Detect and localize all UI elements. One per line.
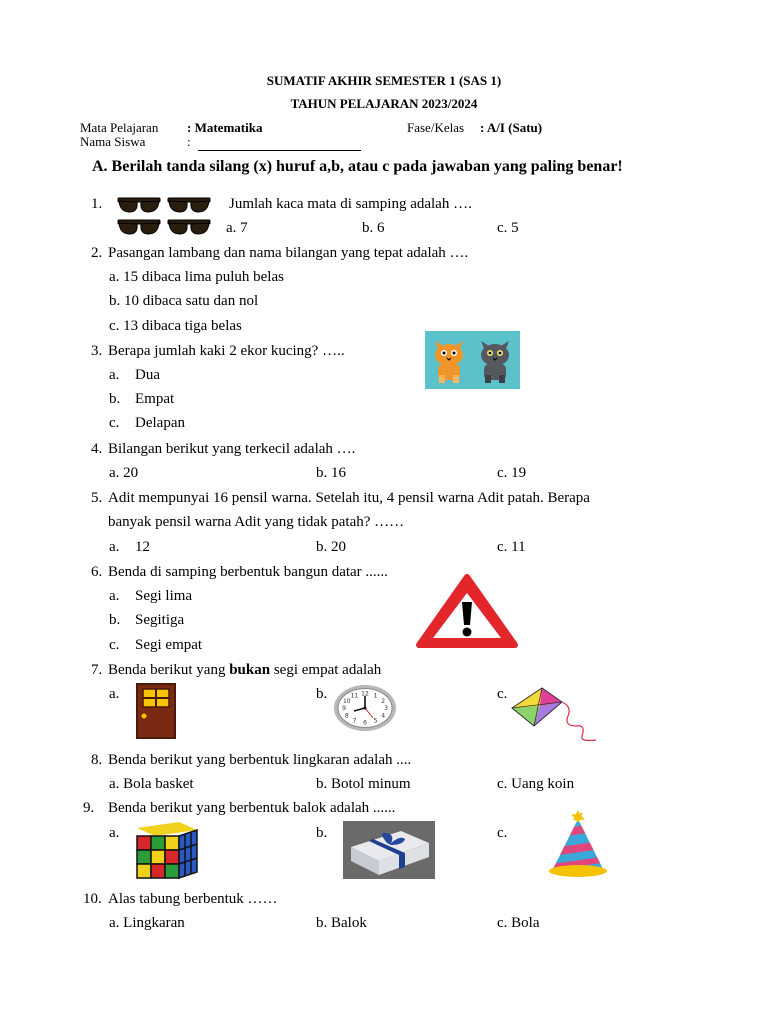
q3-option-a-text[interactable]: Dua xyxy=(135,367,160,383)
q2-number: 2. xyxy=(91,245,103,261)
q1-option-c[interactable]: c. 5 xyxy=(497,220,519,236)
q3-text: Berapa jumlah kaki 2 ekor kucing? ….. xyxy=(108,343,345,359)
q3-option-a-letter[interactable]: a. xyxy=(109,367,120,383)
student-name-label: Nama Siswa xyxy=(80,134,146,149)
q6-option-a-text[interactable]: Segi lima xyxy=(135,588,193,604)
q10-option-b[interactable]: b. Balok xyxy=(316,915,367,931)
q9-number: 9. xyxy=(83,800,95,816)
q4-option-c[interactable]: c. 19 xyxy=(497,465,527,481)
clock-numeral: 2 xyxy=(381,697,386,705)
q6-number: 6. xyxy=(91,564,103,580)
q5-option-b[interactable]: b. 20 xyxy=(316,539,346,555)
clock-numeral: 3 xyxy=(384,705,388,712)
clock-numeral: 8 xyxy=(344,712,349,720)
q1-number: 1. xyxy=(91,196,103,212)
q3-option-b-text[interactable]: Empat xyxy=(135,391,175,407)
q8-option-c[interactable]: c. Uang koin xyxy=(497,776,575,792)
gift-box-image xyxy=(343,821,435,884)
warning-sign-image xyxy=(415,573,519,654)
q7-option-b[interactable]: b. xyxy=(316,686,328,702)
q9-option-b[interactable]: b. xyxy=(316,825,328,841)
q5-number: 5. xyxy=(91,490,103,506)
party-hat-image xyxy=(535,809,621,886)
q4-option-a[interactable]: a. 20 xyxy=(109,465,139,481)
clock-numeral: 10 xyxy=(342,697,351,705)
q7-option-c[interactable]: c. xyxy=(497,686,508,702)
student-name-colon: : xyxy=(187,134,191,149)
subject-value: : Matematika xyxy=(187,120,263,135)
q10-option-c[interactable]: c. Bola xyxy=(497,915,540,931)
q7-option-a[interactable]: a. xyxy=(109,686,120,702)
q3-number: 3. xyxy=(91,343,103,359)
q2-option-a[interactable]: a. 15 dibaca lima puluh belas xyxy=(109,269,284,285)
q4-option-b[interactable]: b. 16 xyxy=(316,465,346,481)
q3-option-b-letter[interactable]: b. xyxy=(109,391,121,407)
q4-text: Bilangan berikut yang terkecil adalah …. xyxy=(108,441,356,457)
q5-text-line2: banyak pensil warna Adit yang tidak patah? …… xyxy=(108,514,405,530)
q10-number: 10. xyxy=(83,891,102,907)
class-value: : A/I (Satu) xyxy=(480,120,543,135)
clock-numeral: 12 xyxy=(361,690,369,698)
q5-text-line1: Adit mempunyai 16 pensil warna. Setelah itu, 4 pensil warna Adit patah. Berapa xyxy=(108,490,590,506)
clock-numeral: 5 xyxy=(373,717,378,725)
exam-year: TAHUN PELAJARAN 2023/2024 xyxy=(290,96,478,111)
clock-numeral: 4 xyxy=(381,712,386,720)
student-name-line[interactable] xyxy=(198,150,361,151)
section-a-instruction: A. Berilah tanda silang (x) huruf a,b, atau c pada jawaban yang paling benar! xyxy=(92,158,623,175)
q5-option-c[interactable]: c. 11 xyxy=(497,539,526,555)
q2-option-b[interactable]: b. 10 dibaca satu dan nol xyxy=(109,293,259,309)
q8-text: Benda berikut yang berbentuk lingkaran adalah .... xyxy=(108,752,412,768)
q7-text: Benda berikut yang bukan segi empat adalah xyxy=(108,662,382,678)
q10-text: Alas tabung berbentuk …… xyxy=(108,891,278,907)
q5-option-a-letter[interactable]: a. xyxy=(109,539,120,555)
exam-title: SUMATIF AKHIR SEMESTER 1 (SAS 1) xyxy=(266,73,502,88)
q10-option-a[interactable]: a. Lingkaran xyxy=(109,915,185,931)
subject-label: Mata Pelajaran xyxy=(80,120,159,135)
q9-text: Benda berikut yang berbentuk balok adalah ...... xyxy=(108,800,396,816)
clock-numeral: 9 xyxy=(342,705,346,712)
q6-text: Benda di samping berbentuk bangun datar ...... xyxy=(108,564,388,580)
q7-number: 7. xyxy=(91,662,103,678)
clock-numeral: 7 xyxy=(352,717,357,725)
clock-numeral: 6 xyxy=(363,719,367,727)
q5-option-a-value[interactable]: 12 xyxy=(135,539,150,555)
q2-text: Pasangan lambang dan nama bilangan yang tepat adalah …. xyxy=(108,245,469,261)
q3-option-c-letter[interactable]: c. xyxy=(109,415,120,431)
q8-number: 8. xyxy=(91,752,103,768)
sunglasses-image xyxy=(117,196,213,245)
q6-option-a-letter[interactable]: a. xyxy=(109,588,120,604)
kite-image xyxy=(510,686,600,749)
q9-option-a[interactable]: a. xyxy=(109,825,120,841)
q1-text: Jumlah kaca mata di samping adalah …. xyxy=(229,196,472,212)
cats-image xyxy=(425,331,520,394)
class-label: Fase/Kelas xyxy=(407,120,465,135)
clock-numeral: 1 xyxy=(373,692,378,700)
q6-option-b-letter[interactable]: b. xyxy=(109,612,121,628)
q1-option-b[interactable]: b. 6 xyxy=(362,220,385,236)
q9-option-c[interactable]: c. xyxy=(497,825,508,841)
rubiks-cube-image xyxy=(135,820,199,885)
q4-number: 4. xyxy=(91,441,103,457)
q6-option-c-letter[interactable]: c. xyxy=(109,637,120,653)
q6-option-b-text[interactable]: Segitiga xyxy=(135,612,185,628)
q8-option-b[interactable]: b. Botol minum xyxy=(316,776,411,792)
door-image xyxy=(136,683,176,744)
clock-image xyxy=(333,684,397,737)
q6-option-c-text[interactable]: Segi empat xyxy=(135,637,203,653)
q8-option-a[interactable]: a. Bola basket xyxy=(109,776,194,792)
clock-numeral: 11 xyxy=(350,692,359,700)
q2-option-c[interactable]: c. 13 dibaca tiga belas xyxy=(109,318,242,334)
q1-option-a[interactable]: a. 7 xyxy=(226,220,248,236)
q3-option-c-text[interactable]: Delapan xyxy=(135,415,185,431)
